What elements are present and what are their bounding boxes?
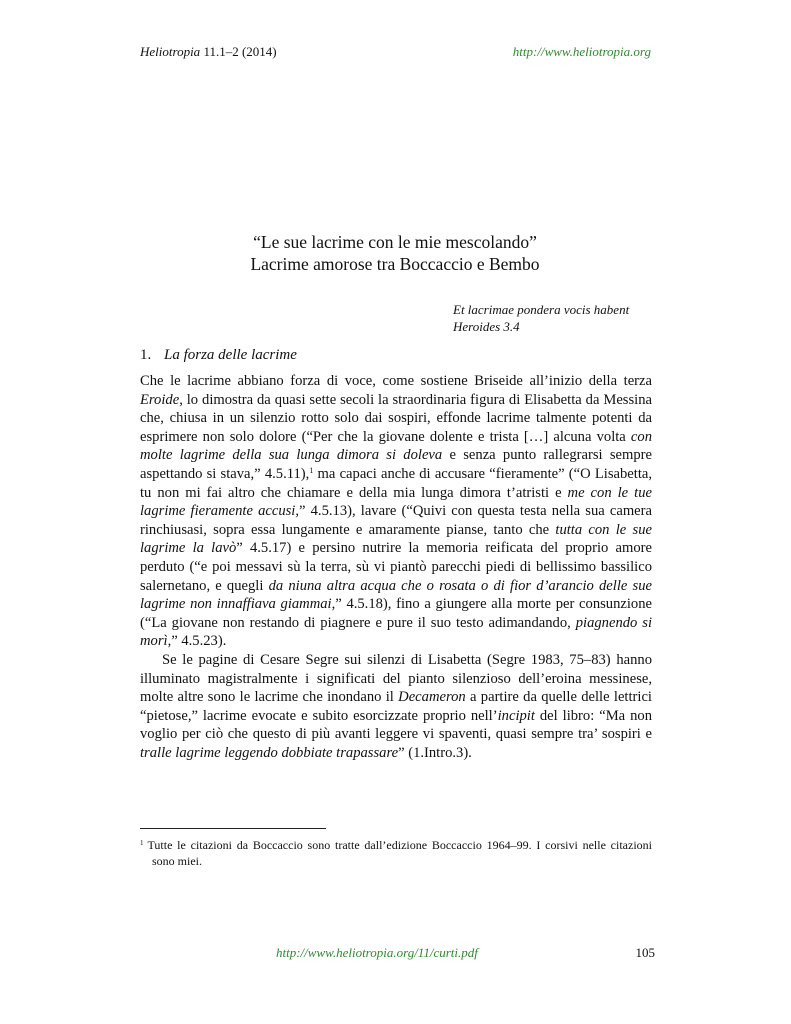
text-run: del libro: “Ma non voglio per ciò che questo di più avanti leggere vi spaventi, quasi sempre tra’ sospiri e (140, 707, 652, 743)
epigraph-quote: Et lacrimae pondera vocis habent (453, 302, 630, 317)
body-text (140, 372, 652, 762)
footnote-1 (140, 838, 652, 869)
page-number: 105 (635, 945, 655, 960)
italic-run: Eroide (140, 391, 180, 408)
header-url-link[interactable]: http://www.heliotropia.org (512, 44, 651, 59)
footnote-divider (140, 828, 326, 829)
footnote-text: Tutte le citazioni da Boccaccio sono tratte dall’edizione Boccaccio 1964–99. I corsivi nelle citazioni sono miei. (147, 838, 652, 868)
title-line-2: Lacrime amorose tra Boccaccio e Bembo (250, 254, 540, 274)
italic-run: piagnendo si morì (140, 614, 652, 650)
section-heading (140, 347, 297, 364)
text-run: a partire da quelle delle lettrici “pietose,” lacrime evocate e subito esorcizzate proprio nell’ (140, 689, 652, 724)
text-run: ,” 4.5.23). (167, 633, 227, 650)
text-run: ,” 4.5.18), fino a giungere alla morte per consunzione (“La giovane non restando di piagnere e pure il suo testo adimandando, (140, 596, 652, 631)
article-title (140, 231, 650, 275)
italic-run: me con le tue lagrime fieramente accusi (140, 484, 652, 520)
italic-run: incipit (497, 707, 535, 724)
paragraph-1 (140, 372, 652, 651)
italic-run: da niuna altra acqua che o rosata o di fior d’arancio delle sue lagrime non innaffiava giammai (140, 577, 652, 613)
italic-run: con molte lagrime della sua lunga dimora si doleva (140, 428, 652, 464)
footnote-marker: 1 (140, 839, 144, 847)
italic-run: tutta con le sue lagrime la lavò (140, 521, 652, 557)
epigraph (453, 301, 663, 335)
paragraph-2 (140, 651, 652, 763)
running-header-left (140, 44, 277, 60)
text-run: e senza punto rallegrarsi sempre aspettando si stava,” 4.5.11), (140, 447, 652, 482)
text-run: ” (1.Intro.3). (398, 744, 472, 761)
text-run: Se le pagine di Cesare Segre sui silenzi di Lisabetta (Segre 1983, 75–83) hanno illuminato magistralmente i significati del pianto silenzioso dell’eroina messinese, molte altre sono le lacrime che inondano il (140, 651, 652, 706)
text-run: ma capaci anche di accusare “fieramente” (“O Lisabetta, tu non mi fai altro che chiamare e della mia lunga dimora t’atristi e (140, 465, 653, 501)
journal-name: Heliotropia (140, 44, 201, 59)
section-number: 1. (140, 347, 152, 363)
section-title: La forza delle lacrime (164, 347, 297, 363)
italic-run: Decameron (398, 689, 466, 706)
journal-issue: 11.1–2 (2014) (200, 44, 277, 59)
epigraph-source: Heroides 3.4 (453, 319, 520, 334)
footnote-ref[interactable]: 1 (309, 465, 314, 475)
footer-url-link[interactable]: http://www.heliotropia.org/11/curti.pdf (276, 945, 478, 960)
title-line-1: “Le sue lacrime con le mie mescolando” (253, 232, 537, 252)
text-run: ” 4.5.17) e persino nutrire la memoria reificata del proprio amore perduto (“e poi messavi sù la terra, sù vi piantò parecchi piedi di bellissimo bassilico salernetano, e quegli (140, 540, 652, 594)
text-run: ,” 4.5.13), lavare (“Quivi con questa testa nella sua camera rinchiusasi, sopra essa lungamente e amaramente pianse, tanto che (140, 503, 652, 538)
italic-run: tralle lagrime leggendo dobbiate trapassare (140, 744, 399, 761)
text-run: Che le lacrime abbiano forza di voce, come sostiene Briseide all’inizio della terza (140, 373, 652, 389)
text-run: , lo dimostra da quasi sette secoli la straordinaria figura di Elisabetta da Messina che, chiusa in un silenzio rotto solo dai sospiri, effonde lacrime talmente potenti da esprimere non solo dolore (“Per che la giovane dolente e trista […] alcuna volta (140, 391, 652, 445)
